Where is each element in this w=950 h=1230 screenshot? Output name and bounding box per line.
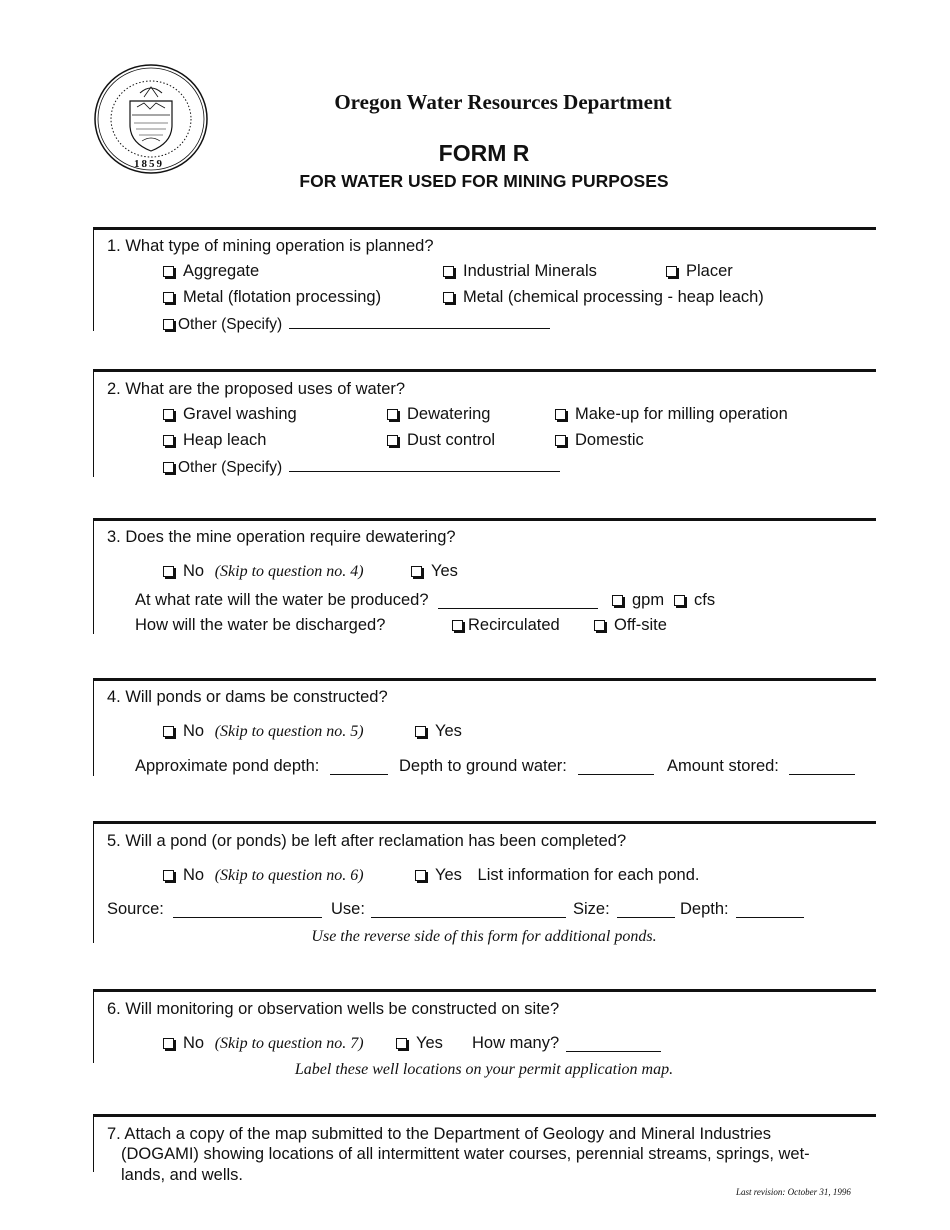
checkbox-icon[interactable] [666,266,677,277]
question-2: 2. What are the proposed uses of water? [107,380,406,398]
discharge-label: How will the water be discharged? [135,616,386,634]
offsite-option[interactable]: Off-site [594,616,667,635]
list-info-text: List information for each pond. [477,866,700,884]
checkbox-icon[interactable] [443,266,454,277]
use-label: Use: [331,900,365,918]
section-4-rule [93,678,876,681]
q4-yes-option[interactable]: Yes [415,722,462,741]
section-7-left-rule [93,1114,94,1172]
rate-field[interactable] [438,594,598,609]
option-dust-control[interactable]: Dust control [387,431,495,450]
checkbox-icon[interactable] [163,292,174,303]
q6-yes-option[interactable]: Yes [396,1034,443,1053]
q4-skip-note: (Skip to question no. 5) [214,723,364,740]
amount-stored-field[interactable] [789,760,855,775]
source-field[interactable] [173,903,322,918]
question-1: 1. What type of mining operation is planned? [107,237,434,255]
department-title: Oregon Water Resources Department [334,90,672,114]
pond-depth-field[interactable] [330,760,388,775]
rate-label: At what rate will the water be produced? [135,591,429,609]
q6-skip-note: (Skip to question no. 7) [214,1035,364,1052]
revision-note: Last revision: October 31, 1996 [736,1187,851,1197]
option-metal-chemical[interactable]: Metal (chemical processing - heap leach) [443,288,764,307]
depth-field[interactable] [736,903,804,918]
checkbox-icon[interactable] [163,870,174,881]
checkbox-icon[interactable] [387,435,398,446]
size-label: Size: [573,900,610,918]
checkbox-icon[interactable] [163,726,174,737]
option-other[interactable]: Other (Specify) [163,314,550,334]
q5-yes-option[interactable]: Yes List information for each pond. [415,866,699,885]
question-6: 6. Will monitoring or observation wells be constructed on site? [107,1000,560,1018]
q6-no-option[interactable]: No (Skip to question no. 7) [163,1034,364,1053]
amount-stored-label: Amount stored: [667,757,779,775]
recirculated-option[interactable]: Recirculated [452,616,560,635]
gw-depth-label: Depth to ground water: [399,757,567,775]
checkbox-icon[interactable] [387,409,398,420]
section-2-left-rule [93,369,94,477]
option-placer[interactable]: Placer [666,262,733,281]
checkbox-icon[interactable] [415,870,426,881]
checkbox-icon[interactable] [163,435,174,446]
checkbox-icon[interactable] [163,462,174,473]
form-subtitle: FOR WATER USED FOR MINING PURPOSES [299,171,669,191]
q5-skip-note: (Skip to question no. 6) [214,867,364,884]
unit-gpm-option[interactable]: gpm [612,591,664,610]
checkbox-icon[interactable] [594,620,605,631]
how-many-label: How many? [472,1034,560,1052]
question-4: 4. Will ponds or dams be constructed? [107,688,388,706]
option-industrial-minerals[interactable]: Industrial Minerals [443,262,597,281]
q5-no-option[interactable]: No (Skip to question no. 6) [163,866,364,885]
checkbox-icon[interactable] [612,595,623,606]
size-field[interactable] [617,903,675,918]
unit-cfs-option[interactable]: cfs [674,591,715,610]
section-7-rule [93,1114,876,1117]
section-3-left-rule [93,518,94,634]
option-dewatering[interactable]: Dewatering [387,405,490,424]
section-6-rule [93,989,876,992]
option-gravel-washing[interactable]: Gravel washing [163,405,297,424]
checkbox-icon[interactable] [411,566,422,577]
q4-no-option[interactable]: No (Skip to question no. 5) [163,722,364,741]
q6-note: Label these well locations on your permit application map. [294,1061,674,1078]
section-3-rule [93,518,876,521]
section-5-left-rule [93,821,94,943]
form-name: FORM R [438,140,530,166]
depth-label: Depth: [680,900,729,918]
checkbox-icon[interactable] [415,726,426,737]
option-heap-leach[interactable]: Heap leach [163,431,266,450]
checkbox-icon[interactable] [163,566,174,577]
checkbox-icon[interactable] [163,319,174,330]
option-makeup-milling[interactable]: Make-up for milling operation [555,405,788,424]
use-field[interactable] [371,903,566,918]
q5-note: Use the reverse side of this form for additional ponds. [311,928,657,945]
checkbox-icon[interactable] [163,266,174,277]
section-4-left-rule [93,678,94,776]
option-aggregate[interactable]: Aggregate [163,262,259,281]
section-1-rule [93,227,876,230]
question-7-line3: lands, and wells. [121,1166,243,1184]
checkbox-icon[interactable] [396,1038,407,1049]
section-2-rule [93,369,876,372]
pond-depth-label: Approximate pond depth: [135,757,320,775]
other-uses-field[interactable] [289,457,560,472]
q3-yes-option[interactable]: Yes [411,562,458,581]
q3-no-option[interactable]: No (Skip to question no. 4) [163,562,364,581]
question-5: 5. Will a pond (or ponds) be left after reclamation has been completed? [107,832,627,850]
option-other-uses[interactable]: Other (Specify) [163,457,560,477]
checkbox-icon[interactable] [555,435,566,446]
other-specify-field[interactable] [289,314,550,329]
checkbox-icon[interactable] [163,1038,174,1049]
checkbox-icon[interactable] [443,292,454,303]
section-1-left-rule [93,227,94,331]
option-metal-flotation[interactable]: Metal (flotation processing) [163,288,381,307]
checkbox-icon[interactable] [452,620,463,631]
seal-year: 1859 [134,158,164,170]
gw-depth-field[interactable] [578,760,654,775]
option-domestic[interactable]: Domestic [555,431,644,450]
source-label: Source: [107,900,164,918]
checkbox-icon[interactable] [674,595,685,606]
question-7-line2: (DOGAMI) showing locations of all intermittent water courses, perennial streams, springs, wet- [121,1145,810,1163]
how-many-field[interactable] [566,1037,661,1052]
section-5-rule [93,821,876,824]
q3-skip-note: (Skip to question no. 4) [214,563,364,580]
question-7-line1: 7. Attach a copy of the map submitted to the Department of Geology and Mineral Industries [107,1125,772,1143]
checkbox-icon[interactable] [555,409,566,420]
section-6-left-rule [93,989,94,1063]
checkbox-icon[interactable] [163,409,174,420]
question-3: 3. Does the mine operation require dewatering? [107,528,456,546]
